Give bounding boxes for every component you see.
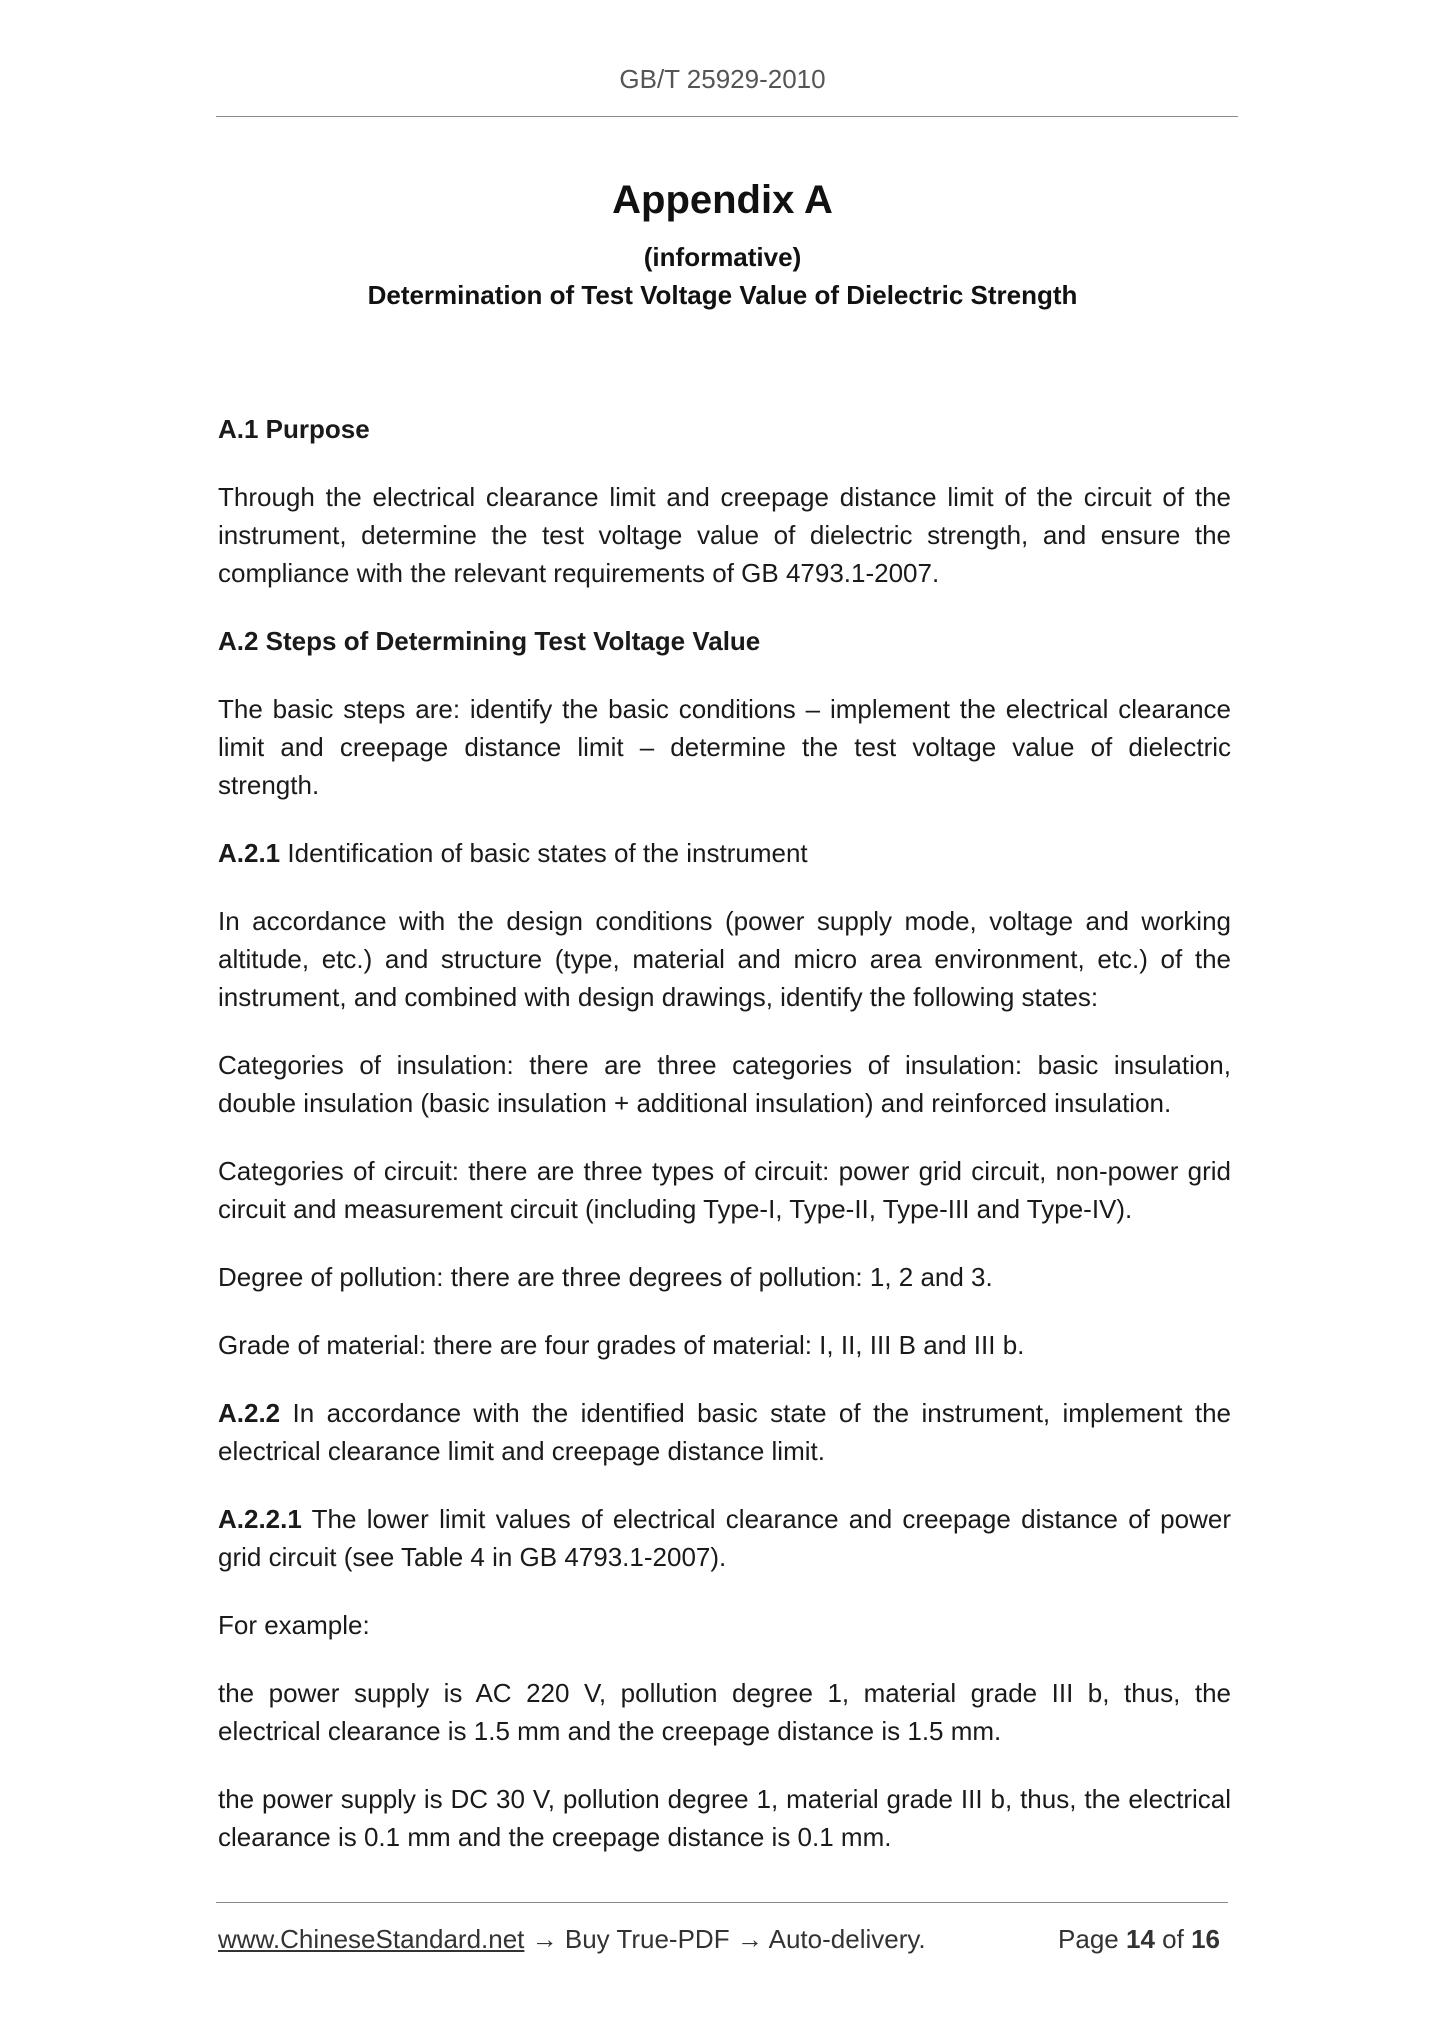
page-footer (218, 1924, 1228, 1964)
section-a22-body: In accordance with the identified basic state of the instrument, implement the electrical clearance limit and creepage distance limit. (218, 1398, 1231, 1466)
section-a21-number: A.2.1 (218, 838, 281, 868)
appendix-informative-label: (informative) (643, 242, 802, 272)
section-a1-heading: A.1 Purpose (218, 414, 370, 444)
document-id-header: GB/T 25929-2010 (619, 64, 826, 94)
of-word: of (1162, 1924, 1184, 1954)
section-a21-heading (218, 834, 1231, 872)
circuit-categories-text: Categories of circuit: there are three types of circuit: power grid circuit, non-power grid circuit and measurement circuit (including Type-I, Type-II, Type-III and Type-IV). (218, 1156, 1231, 1224)
section-a22-text (218, 1394, 1231, 1470)
pollution-degree-text: Degree of pollution: there are three degrees of pollution: 1, 2 and 3. (218, 1262, 993, 1292)
example-label: For example: (218, 1610, 370, 1640)
page-word: Page (1058, 1924, 1119, 1954)
insulation-categories-text: Categories of insulation: there are three categories of insulation: basic insulation, double insulation (basic insulation + additional insulation) and reinforced insulation. (218, 1050, 1231, 1118)
buy-true-pdf-text: Buy True-PDF (564, 1924, 730, 1954)
example-ac-220v: the power supply is AC 220 V, pollution degree 1, material grade III b, thus, the electrical clearance is 1.5 mm and the creepage distance is 1.5 mm. (218, 1678, 1231, 1746)
section-a221-body: The lower limit values of electrical clearance and creepage distance of power grid circuit (see Table 4 in GB 4793.1-2007). (218, 1504, 1231, 1572)
section-a221-number: A.2.2.1 (218, 1504, 302, 1534)
section-a2-text: The basic steps are: identify the basic conditions – implement the electrical clearance limit and creepage distance limit – determine the test voltage value of dielectric strength. (218, 694, 1231, 800)
footer-rule (216, 1902, 1228, 1903)
page-total: 16 (1191, 1924, 1220, 1954)
page-number (1058, 1924, 1220, 1955)
auto-delivery-text: Auto-delivery. (768, 1924, 926, 1954)
site-link[interactable]: www.ChineseStandard.net (218, 1924, 525, 1954)
appendix-title: Appendix A (612, 178, 833, 222)
material-grade-text: Grade of material: there are four grades of material: I, II, III B and III b. (218, 1330, 1025, 1360)
section-a21-paragraph: In accordance with the design conditions (power supply mode, voltage and working altitude, etc.) and structure (type, material and micro area environment, etc.) of the instrument, and combined with design drawings, identify the following states: (218, 906, 1231, 1012)
arrow-icon: → (736, 1924, 763, 1954)
section-a1-text: Through the electrical clearance limit and creepage distance limit of the circuit of the instrument, determine the test voltage value of dielectric strength, and ensure the compliance with the relevant requirements of GB 4793.1-2007. (218, 482, 1231, 588)
section-a22-number: A.2.2 (218, 1398, 281, 1428)
appendix-subtitle: Determination of Test Voltage Value of Dielectric Strength (367, 280, 1078, 310)
section-a2-heading: A.2 Steps of Determining Test Voltage Value (218, 626, 761, 656)
page-current: 14 (1126, 1924, 1155, 1954)
arrow-icon: → (531, 1924, 558, 1954)
section-a221-text (218, 1500, 1231, 1576)
section-a21-title: Identification of basic states of the instrument (280, 838, 808, 868)
example-dc-30v: the power supply is DC 30 V, pollution degree 1, material grade III b, thus, the electrical clearance is 0.1 mm and the creepage distance is 0.1 mm. (218, 1784, 1231, 1852)
header-rule (216, 116, 1238, 117)
